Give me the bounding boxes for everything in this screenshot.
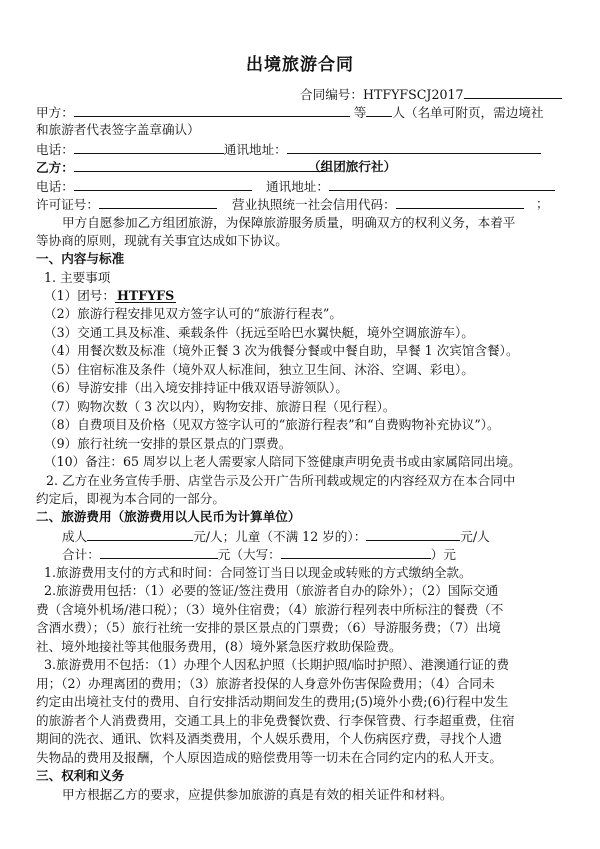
party-b-phone-blank[interactable] bbox=[74, 178, 252, 191]
party-b-name-blank[interactable] bbox=[74, 159, 326, 172]
section-1-clause-2: 约定后，即视为本合同的一部分。 bbox=[36, 491, 225, 506]
section-2-heading: 二、旅游费用（旅游费用以人民币为计算单位） bbox=[36, 509, 301, 524]
total-line bbox=[62, 546, 456, 563]
party-a-count-suffix: 人（名单可附页，需边境社 bbox=[392, 105, 544, 120]
total-unit: 元（大写： bbox=[217, 547, 281, 562]
party-b-license-blank[interactable] bbox=[99, 196, 217, 209]
section-1-heading: 一、内容与标准 bbox=[36, 251, 125, 266]
party-a-line bbox=[36, 104, 544, 121]
section-1-item: （7）购物次数（ 3 次以内），购物安排、旅游日程（见行程）。 bbox=[44, 399, 396, 414]
party-b-license-label: 许可证号： bbox=[36, 197, 99, 212]
child-price-unit: 元/人 bbox=[460, 529, 490, 544]
party-b-address-label: 通讯地址： bbox=[266, 179, 329, 194]
party-a-contact-line bbox=[36, 141, 541, 158]
fee-excludes-line: 用；（2）办理离团的费用；（3）旅游者投保的人身意外伤害保险费用；（4）合同未 bbox=[36, 676, 495, 691]
payment-method: 1.旅游费用支付的方式和时间：合同签订当日以现金或转账的方式缴纳全款。 bbox=[44, 565, 472, 580]
party-a-note: 和旅游者代表签字盖章确认） bbox=[36, 122, 200, 137]
party-a-count-text: 等 bbox=[353, 105, 367, 120]
total-label: 合计： bbox=[62, 547, 100, 562]
document-title: 出境旅游合同 bbox=[246, 55, 354, 75]
fee-excludes-line: 失物品的费用及报酬，个人原因造成的赔偿费用等一切未在合同约定内的私人开支。 bbox=[36, 750, 502, 765]
section-1-item: （8）自费项目及价格（见双方签字认可的“旅游行程表”和“自费购物补充协议”）。 bbox=[44, 417, 500, 432]
party-b-license-line bbox=[36, 196, 217, 213]
section-1-item: （9）旅行社统一安排的景区景点的门票费。 bbox=[44, 436, 292, 451]
fee-includes-line: 社、境外地接社等其他服务费用，(8）境外紧急医疗救助保险费。 bbox=[36, 639, 402, 654]
fee-excludes-line: 的旅游者个人消费费用，交通工具上的非免费餐饮费、行李保管费、行李超重费，住宿 bbox=[36, 713, 515, 728]
fee-includes-line: 费（含境外机场/港口税）；（3）境外住宿费；（4）旅游行程列表中所标注的餐费（不 bbox=[36, 602, 504, 617]
fee-excludes-line: 约定由出境社支付的费用、自行安排活动期间发生的费用;(5)境外小费;(6)行程中发生 bbox=[36, 694, 509, 709]
fee-excludes-line: 3.旅游费用不包括：（1）办理个人因私护照（长期护照/临时护照）、港澳通行证的费 bbox=[44, 657, 510, 672]
party-a-address-blank[interactable] bbox=[287, 141, 541, 154]
party-b-label: 乙方： bbox=[36, 160, 74, 175]
section-1-subheading: 1. 主要事项 bbox=[44, 270, 111, 285]
fee-excludes-line: 期间的洗衣、通讯、饮料及酒类费用，个人娱乐费用，个人伤病医疗费，寻找个人遗 bbox=[36, 731, 502, 746]
party-a-address-label: 通讯地址： bbox=[223, 142, 287, 157]
fee-includes-line: 2.旅游费用包括：（1）必要的签证/签注费用（旅游者自办的除外）；（2）国际交通 bbox=[44, 583, 499, 598]
section-1-item: （3）交通工具及标准、乘载条件（抚远至哈巴水翼快艇，境外空调旅游车）。 bbox=[44, 325, 474, 340]
party-a-name-blank[interactable] bbox=[74, 104, 350, 117]
section-1-item: （2）旅游行程安排见双方签字认可的“旅游行程表”。 bbox=[44, 306, 342, 321]
party-b-phone-label: 电话： bbox=[36, 179, 74, 194]
contract-number-blank[interactable] bbox=[464, 86, 562, 99]
intro-line: 等协商的原则，现就有关事宜达成如下协议。 bbox=[36, 233, 288, 248]
price-line bbox=[62, 528, 490, 545]
party-b-credit-label: 营业执照统一社会信用代码： bbox=[232, 197, 396, 212]
party-b-credit-blank[interactable] bbox=[396, 196, 524, 209]
adult-price-label: 成人 bbox=[62, 529, 88, 544]
adult-price-unit: 元/人；儿童（不满 12 岁的）： bbox=[193, 529, 367, 544]
section-3-heading: 三、权利和义务 bbox=[36, 768, 125, 783]
group-number-line bbox=[44, 288, 176, 304]
contract-number-line bbox=[300, 86, 562, 103]
party-b-end-mark: ； bbox=[536, 196, 549, 211]
section-1-item: （10）备注：65 周岁以上老人需要家人陪同下签健康声明免责书或由家属陪同出境。 bbox=[44, 454, 521, 469]
fee-includes-line: 含酒水费）；（5）旅行社统一安排的景区景点的门票费；（6）导游服务费；（7）出境 bbox=[36, 620, 501, 635]
adult-price-blank[interactable] bbox=[87, 528, 193, 541]
contract-number: 合同编号：HTFYFSCJ2017 bbox=[300, 87, 464, 102]
child-price-blank[interactable] bbox=[366, 528, 460, 541]
intro-line: 甲方自愿参加乙方组团旅游，为保障旅游服务质量，明确双方的权利义务，本着平 bbox=[62, 215, 516, 230]
total-in-words-blank[interactable] bbox=[281, 546, 431, 559]
party-a-count-blank[interactable] bbox=[366, 104, 392, 117]
section-1-item: （6）导游安排（出入境安排持证中俄双语导游领队）。 bbox=[44, 380, 348, 395]
section-1-clause-2: 2. 乙方在业务宣传手册、店堂告示及公开广告所刊载或规定的内容经双方在本合同中 bbox=[46, 473, 516, 488]
section-3-paragraph: 甲方根据乙方的要求，应提供参加旅游的真是有效的相关证件和材料。 bbox=[62, 787, 453, 802]
section-1-item: （4）用餐次数及标准（境外正餐 3 次为俄餐分餐或中餐自助，早餐 1 次宾馆含餐）。 bbox=[44, 343, 519, 358]
total-amount-blank[interactable] bbox=[100, 546, 218, 559]
party-b-line bbox=[36, 159, 326, 176]
party-b-credit-line bbox=[232, 196, 524, 213]
total-end: ）元 bbox=[430, 547, 456, 562]
group-number-label: （1）团号： bbox=[44, 288, 115, 303]
party-b-address-blank[interactable] bbox=[329, 178, 555, 191]
party-b-contact-line bbox=[36, 178, 252, 195]
party-a-label: 甲方： bbox=[36, 105, 74, 120]
group-number-value: HTFYFS bbox=[116, 288, 175, 303]
party-a-phone-blank[interactable] bbox=[74, 141, 224, 154]
section-1-item: （5）住宿标准及条件（境外双人标准间，独立卫生间、沐浴、空调、彩电）。 bbox=[44, 362, 474, 377]
party-a-phone-label: 电话： bbox=[36, 142, 74, 157]
party-b-agency-type: （组团旅行社） bbox=[308, 159, 397, 174]
party-b-address-line bbox=[266, 178, 555, 195]
